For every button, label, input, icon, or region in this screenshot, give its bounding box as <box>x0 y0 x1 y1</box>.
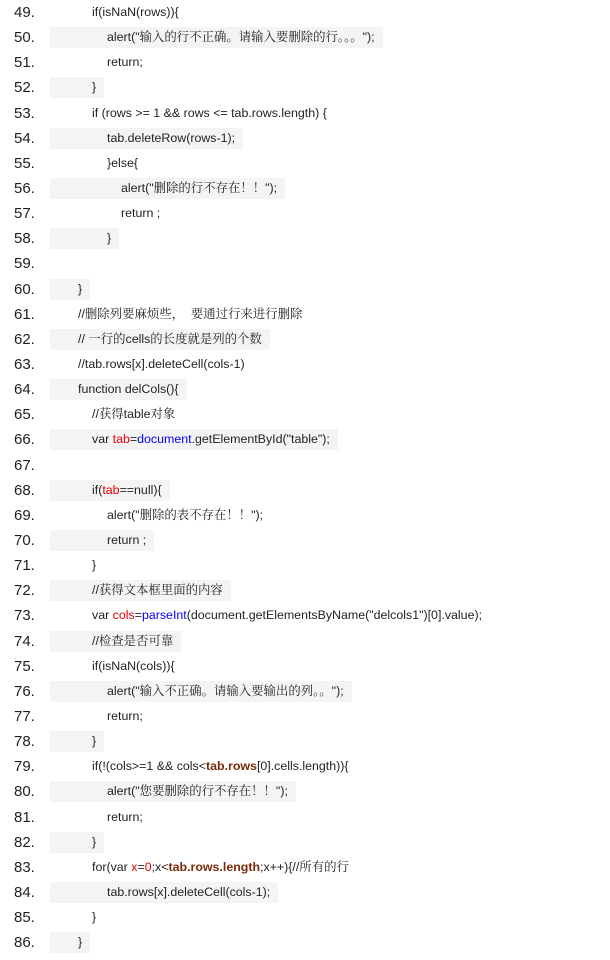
code-token: return; <box>107 809 143 824</box>
code-token: //删除列要麻烦些， 要通过行来进行删除 <box>78 306 303 321</box>
code-line <box>0 679 610 704</box>
line-number: 76. <box>14 682 35 700</box>
line-number: 66. <box>14 431 35 449</box>
code-text <box>50 329 270 350</box>
code-text <box>50 580 231 601</box>
code-line <box>0 25 610 50</box>
code-token: } <box>78 935 83 950</box>
line-number: 52. <box>14 79 35 97</box>
code-token: // 一行的cells的长度就是列的个数 <box>78 331 262 346</box>
code-token: tab.rows.length <box>168 859 261 874</box>
code-token: tab.deleteRow(rows-1); <box>107 130 236 145</box>
code-text <box>50 77 104 98</box>
code-token: return; <box>107 708 143 723</box>
code-token: //检查是否可靠 <box>92 633 174 648</box>
code-line <box>0 654 610 679</box>
code-token: = <box>129 432 138 447</box>
code-token: parseInt <box>141 608 187 623</box>
code-token: .getElementById("table"); <box>191 432 330 447</box>
code-line <box>0 453 610 478</box>
code-line <box>0 528 610 553</box>
line-number: 86. <box>14 934 35 952</box>
code-text <box>50 228 119 249</box>
code-line <box>0 578 610 603</box>
code-token: 0 <box>144 859 152 874</box>
code-line <box>0 176 610 201</box>
code-line <box>0 201 610 226</box>
code-token: } <box>92 834 97 849</box>
code-text <box>50 807 151 828</box>
code-token: alert("删除的行不存在！！"); <box>121 180 278 195</box>
code-line <box>0 151 610 176</box>
code-token: [0].cells.length)){ <box>256 759 349 774</box>
code-token: return; <box>107 55 143 70</box>
line-number: 79. <box>14 758 35 776</box>
code-text <box>50 907 104 928</box>
code-token: } <box>92 558 97 573</box>
code-token: } <box>78 281 83 296</box>
code-token: tab <box>102 482 120 497</box>
code-text <box>50 605 490 626</box>
code-token: return ; <box>121 206 161 221</box>
code-token: //获得文本框里面的内容 <box>92 583 223 598</box>
code-token: for(var <box>92 859 132 874</box>
code-token: = <box>137 859 145 874</box>
code-line <box>0 754 610 779</box>
code-text <box>50 681 352 702</box>
code-line <box>0 905 610 930</box>
line-number: 53. <box>14 104 35 122</box>
line-number: 69. <box>14 506 35 524</box>
code-line <box>0 603 610 628</box>
line-number: 80. <box>14 783 35 801</box>
code-line <box>0 277 610 302</box>
code-text <box>50 781 296 802</box>
code-token: (document.getElementsByName("delcols1")[0].value); <box>186 608 483 623</box>
code-token: document <box>137 432 192 447</box>
code-text <box>50 404 183 425</box>
line-number: 55. <box>14 154 35 172</box>
code-token: return ; <box>107 532 147 547</box>
code-token: tab.rows[x].deleteCell(cols-1); <box>107 884 271 899</box>
line-number: 84. <box>14 883 35 901</box>
code-line <box>0 126 610 151</box>
code-line <box>0 101 610 126</box>
code-text <box>50 27 383 48</box>
code-token: ;x< <box>151 859 169 874</box>
code-line <box>0 629 610 654</box>
code-line <box>0 855 610 880</box>
code-line <box>0 302 610 327</box>
code-token: = <box>134 608 142 623</box>
code-token: alert("输入的行不正确。请输入要删除的行。。。"); <box>107 30 375 45</box>
code-line <box>0 427 610 452</box>
line-number: 83. <box>14 858 35 876</box>
code-line <box>0 251 610 276</box>
code-token: alert("输入不正确。请输入要输出的列。。"); <box>107 683 344 698</box>
code-token: tab <box>112 432 130 447</box>
code-text <box>50 52 151 73</box>
code-token: alert("删除的表不存在！！"); <box>107 507 264 522</box>
code-token: if(isNaN(rows)){ <box>92 5 179 19</box>
line-number: 82. <box>14 833 35 851</box>
code-text <box>50 153 146 174</box>
code-text <box>50 304 310 325</box>
code-line <box>0 729 610 754</box>
code-token: ;x++){//所有的行 <box>260 859 349 874</box>
line-number: 54. <box>14 129 35 147</box>
code-line <box>0 704 610 729</box>
code-text <box>50 706 151 727</box>
line-number: 77. <box>14 707 35 725</box>
code-token: ==null){ <box>119 482 162 497</box>
code-token: //tab.rows[x].deleteCell(cols-1) <box>78 356 245 371</box>
line-number: 61. <box>14 305 35 323</box>
code-token: }else{ <box>107 155 139 170</box>
code-text <box>50 2 187 23</box>
code-text <box>50 480 170 501</box>
code-token: cols <box>112 608 135 623</box>
code-line <box>0 830 610 855</box>
code-text <box>50 832 104 853</box>
code-text <box>50 756 357 777</box>
code-line <box>0 503 610 528</box>
code-text <box>50 128 243 149</box>
code-text <box>50 103 335 124</box>
code-token: if(isNaN(cols)){ <box>92 658 175 673</box>
code-text <box>50 631 181 652</box>
code-line <box>0 779 610 804</box>
code-line <box>0 0 610 25</box>
code-token: if( <box>92 482 103 497</box>
line-number: 68. <box>14 481 35 499</box>
code-token: x <box>131 859 138 874</box>
code-line <box>0 402 610 427</box>
line-number: 63. <box>14 355 35 373</box>
line-number: 57. <box>14 205 35 223</box>
line-number: 78. <box>14 733 35 751</box>
code-token: } <box>92 734 97 749</box>
code-text <box>50 203 168 224</box>
code-line <box>0 226 610 251</box>
code-line <box>0 930 610 955</box>
code-text <box>50 279 90 300</box>
code-token: if(!(cols>=1 && cols< <box>92 759 206 774</box>
line-number: 70. <box>14 531 35 549</box>
code-token: } <box>92 910 97 925</box>
line-number: 62. <box>14 330 35 348</box>
code-line <box>0 50 610 75</box>
line-number: 58. <box>14 230 35 248</box>
line-number: 81. <box>14 808 35 826</box>
code-line <box>0 377 610 402</box>
code-text <box>50 178 285 199</box>
code-token: if (rows >= 1 && rows <= tab.rows.length) { <box>92 105 327 120</box>
code-text <box>50 379 187 400</box>
line-number: 60. <box>14 280 35 298</box>
code-token: var <box>92 432 113 447</box>
line-number: 71. <box>14 557 35 575</box>
code-text <box>50 505 271 526</box>
code-token: } <box>92 80 97 95</box>
code-line <box>0 75 610 100</box>
line-number: 75. <box>14 657 35 675</box>
code-text <box>50 429 338 450</box>
code-line <box>0 478 610 503</box>
code-text <box>50 731 104 752</box>
code-token: //获得table对象 <box>92 407 176 422</box>
line-number: 56. <box>14 179 35 197</box>
line-number: 49. <box>14 4 35 21</box>
line-number: 73. <box>14 607 35 625</box>
code-token: alert("您要删除的行不存在！！"); <box>107 784 288 799</box>
line-number: 85. <box>14 909 35 927</box>
code-line <box>0 553 610 578</box>
line-number: 65. <box>14 406 35 424</box>
line-number: 51. <box>14 54 35 72</box>
code-token: function delCols(){ <box>78 382 179 397</box>
code-text <box>50 857 357 878</box>
line-number: 64. <box>14 381 35 399</box>
code-line <box>0 805 610 830</box>
code-line <box>0 352 610 377</box>
code-line <box>0 327 610 352</box>
line-number: 59. <box>14 255 35 273</box>
line-number: 50. <box>14 29 35 47</box>
line-number: 74. <box>14 632 35 650</box>
code-text <box>50 656 183 677</box>
code-text <box>50 530 154 551</box>
code-text <box>50 555 104 576</box>
line-number: 72. <box>14 582 35 600</box>
code-token: tab.rows <box>205 759 257 774</box>
code-line <box>0 880 610 905</box>
code-text <box>50 882 278 903</box>
code-token: } <box>107 231 112 246</box>
code-token: var <box>92 608 113 623</box>
code-text <box>50 354 253 375</box>
code-text <box>50 932 90 953</box>
line-number: 67. <box>14 456 35 474</box>
